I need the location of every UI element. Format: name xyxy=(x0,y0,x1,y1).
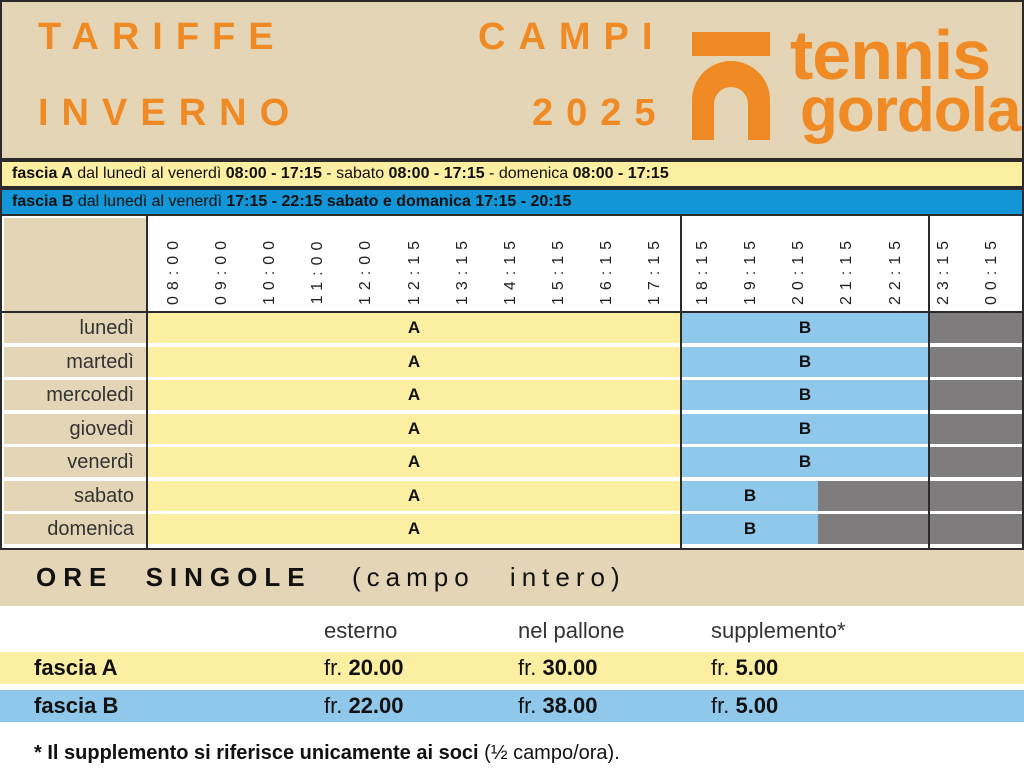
cell-fascia-a: A xyxy=(148,481,680,511)
hour-label xyxy=(635,230,675,310)
cell-fascia-b: B xyxy=(682,313,928,343)
hour-label xyxy=(202,230,242,310)
fascia-a-time-2: 08:00 - 17:15 xyxy=(388,165,485,182)
cell-fascia-b: B xyxy=(682,447,928,477)
price-row-label: fascia B xyxy=(34,693,119,718)
header xyxy=(0,0,1024,160)
hour-label-text: 20:15 xyxy=(790,234,808,306)
price-row-fascia-a xyxy=(0,652,1024,684)
day-label: martedì xyxy=(4,347,146,377)
hour-label-text: 13:15 xyxy=(453,234,471,306)
currency: fr. xyxy=(711,693,736,718)
title-inverno: INVERNO xyxy=(38,92,303,134)
currency: fr. xyxy=(324,655,349,680)
hour-label-text: 10:00 xyxy=(261,234,279,306)
currency: fr. xyxy=(518,693,543,718)
cell-fascia-a: A xyxy=(148,447,680,477)
cell-closed xyxy=(928,347,1022,377)
price-value: 20.00 xyxy=(348,655,404,680)
price-value: 30.00 xyxy=(542,655,598,680)
logo-text-tennis: tennis xyxy=(790,16,991,94)
hour-label xyxy=(539,230,579,310)
hour-label-text: 12:15 xyxy=(405,234,423,306)
cell-fascia-b: B xyxy=(682,514,818,544)
hour-label-text: 11:00 xyxy=(309,235,327,305)
price-value: 22.00 xyxy=(348,693,404,718)
hour-label xyxy=(395,230,435,310)
footnote-bold: * Il supplemento si riferisce unicamente ai soci xyxy=(34,742,479,764)
hour-label xyxy=(443,230,483,310)
currency: fr. xyxy=(711,655,736,680)
fascia-a-text-3: - domenica xyxy=(484,165,573,182)
currency: fr. xyxy=(518,655,543,680)
hour-label-text: 12:00 xyxy=(357,234,375,306)
price-value: 38.00 xyxy=(542,693,598,718)
day-label: mercoledì xyxy=(4,380,146,410)
cell-fascia-b: B xyxy=(682,380,928,410)
cell-fascia-a: A xyxy=(148,414,680,444)
hour-label-text: 08:00 xyxy=(165,234,182,306)
logo-text-gordola: gordola xyxy=(800,76,1021,145)
cell-closed xyxy=(928,380,1022,410)
fascia-a-b-separator xyxy=(680,216,682,548)
title-campi: CAMPI xyxy=(478,16,666,58)
hour-label xyxy=(876,230,916,310)
fascia-a-text-1: dal lunedì al venerdì xyxy=(72,165,226,182)
day-label: sabato xyxy=(4,481,146,511)
hour-label xyxy=(683,230,723,310)
hour-label xyxy=(250,230,290,310)
footnote-rest: (½ campo/ora). xyxy=(478,742,620,764)
fascia-a-label: fascia A xyxy=(12,165,73,182)
price-supplemento xyxy=(711,655,778,681)
cell-fascia-b: B xyxy=(682,347,928,377)
cell-closed xyxy=(818,514,1022,544)
fascia-b-label: fascia B xyxy=(12,193,74,210)
grid-corner xyxy=(4,218,146,311)
hour-label xyxy=(346,230,386,310)
hour-label-text: 16:15 xyxy=(597,234,615,306)
cell-fascia-a: A xyxy=(148,347,680,377)
fascia-b-time-1: 17:15 - 22:15 xyxy=(226,193,323,210)
price-supplemento xyxy=(711,693,778,719)
price-value: 5.00 xyxy=(735,693,779,718)
hour-label-text: 21:15 xyxy=(838,234,856,306)
hour-label-text: 00:15 xyxy=(982,234,1000,306)
hour-label-text: 15:15 xyxy=(549,234,567,306)
column-nel-pallone: nel pallone xyxy=(518,618,625,643)
ore-singole-title: ORE SINGOLE xyxy=(36,562,312,592)
title-year: 2025 xyxy=(532,92,669,134)
hour-label-text: 18:15 xyxy=(694,234,712,306)
schedule-grid xyxy=(0,216,1024,550)
hour-label xyxy=(731,230,771,310)
ore-singole-header xyxy=(0,550,1024,606)
hour-label-text: 09:00 xyxy=(213,234,231,306)
hour-label xyxy=(491,230,531,310)
cell-closed xyxy=(928,447,1022,477)
hour-label xyxy=(587,230,627,310)
hour-label xyxy=(827,230,867,310)
hour-label-text: 23:15 xyxy=(934,234,952,306)
price-row-fascia-b xyxy=(0,690,1024,722)
fascia-b-description xyxy=(0,188,1024,216)
cell-closed xyxy=(818,481,1022,511)
day-label: venerdì xyxy=(4,447,146,477)
price-nel-pallone xyxy=(518,693,598,719)
column-supplemento: supplemento* xyxy=(711,618,846,643)
day-label: lunedì xyxy=(4,313,146,343)
cell-fascia-a: A xyxy=(148,514,680,544)
hour-label-text: 14:15 xyxy=(501,234,519,306)
hour-label xyxy=(779,230,819,310)
cell-closed xyxy=(928,313,1022,343)
fascia-a-time-3: 08:00 - 17:15 xyxy=(572,165,669,182)
cell-fascia-a: A xyxy=(148,313,680,343)
tennis-gordola-logo-icon xyxy=(692,32,770,140)
cell-closed xyxy=(928,414,1022,444)
fascia-b-closed-separator xyxy=(928,216,930,548)
hour-label xyxy=(298,230,338,310)
cell-fascia-b: B xyxy=(682,481,818,511)
fascia-b-text-2: sabato e domanica 17:15 - 20:15 xyxy=(322,193,572,210)
price-value: 5.00 xyxy=(735,655,779,680)
fascia-a-text-2: - sabato xyxy=(321,165,389,182)
hour-label xyxy=(972,230,1012,310)
fascia-a-time-1: 08:00 - 17:15 xyxy=(225,165,322,182)
price-nel-pallone xyxy=(518,655,598,681)
day-column-separator xyxy=(146,216,148,548)
price-esterno xyxy=(324,655,404,681)
title-tariffe: TARIFFE xyxy=(38,16,287,58)
fascia-a-description xyxy=(0,160,1024,188)
cell-fascia-b: B xyxy=(682,414,928,444)
hour-label-text: 19:15 xyxy=(742,234,760,306)
price-row-label: fascia A xyxy=(34,655,118,680)
ore-singole-subtitle: (campo intero) xyxy=(352,562,626,592)
cell-fascia-a: A xyxy=(148,380,680,410)
price-esterno xyxy=(324,693,404,719)
hour-label xyxy=(154,230,194,310)
day-label: giovedì xyxy=(4,414,146,444)
hour-label-text: 17:15 xyxy=(646,234,663,306)
hour-label-text: 22:15 xyxy=(886,234,904,306)
currency: fr. xyxy=(324,693,349,718)
column-esterno: esterno xyxy=(324,618,398,643)
footnote xyxy=(34,742,620,765)
fascia-b-text-1: dal lunedì al venerdì xyxy=(73,193,227,210)
day-label: domenica xyxy=(4,514,146,544)
